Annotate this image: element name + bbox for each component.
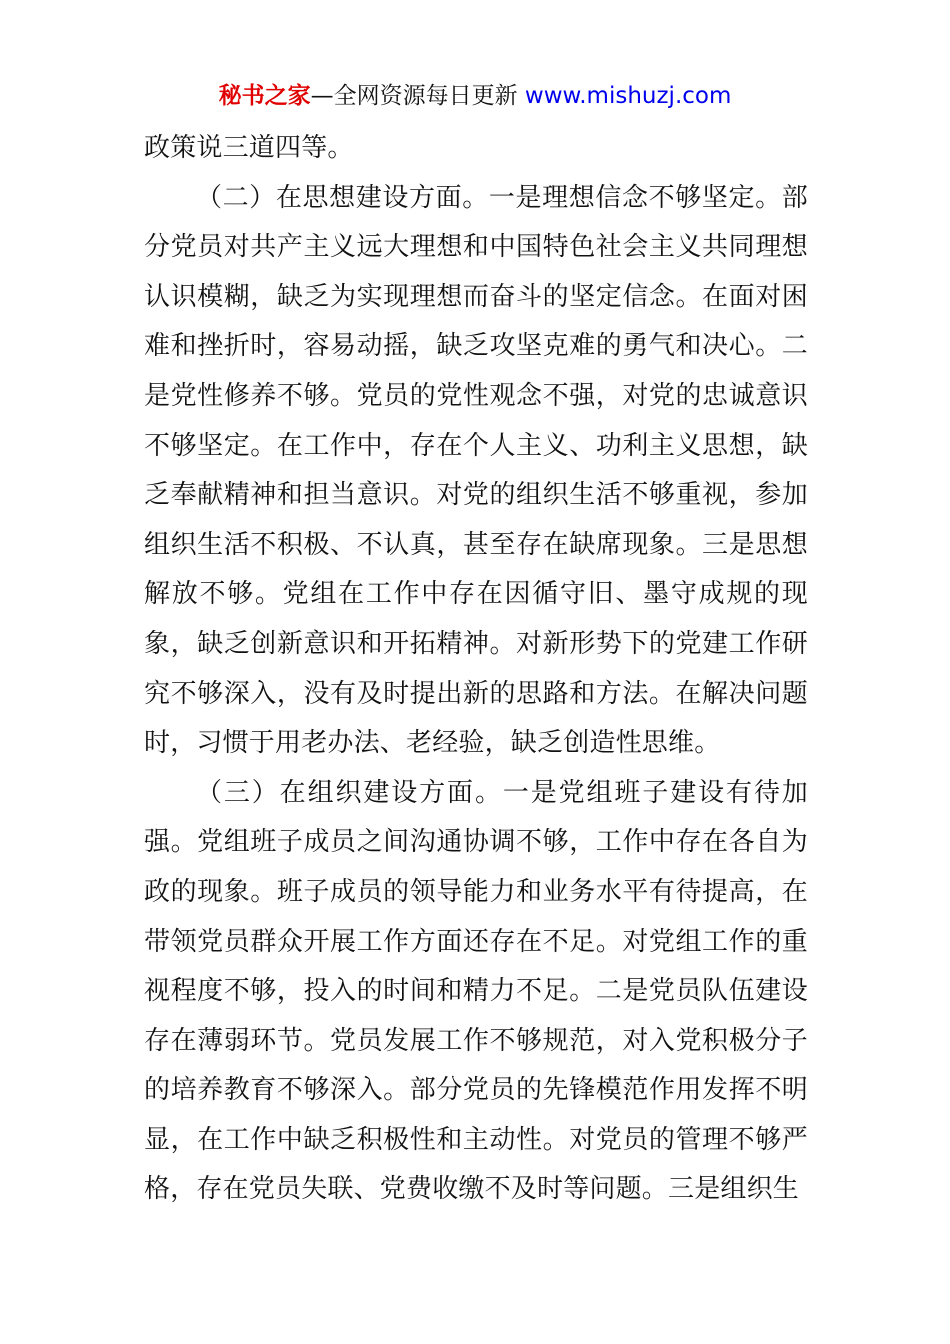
paragraph-ideological-building: （二）在思想建设方面。一是理想信念不够坚定。部分党员对共产主义远大理想和中国特色社会主义共同理想认识模糊，缺乏为实现理想而奋斗的坚定信念。在面对困难和挫折时，容易动摇，缺乏攻坚克难的勇气和决心。二是党性修养不够。党员的党性观念不强，对党的忠诚意识不够坚定。在工作中，存在个人主义、功利主义思想，缺乏奉献精神和担当意识。对党的组织生活不够重视，参加组织生活不积极、不认真，甚至存在缺席现象。三是思想解放不够。党组在工作中存在因循守旧、墨守成规的现象，缺乏创新意识和开拓精神。对新形势下的党建工作研究不够深入，没有及时提出新的思路和方法。在解决问题时，习惯于用老办法、老经验，缺乏创造性思维。 bbox=[144, 182, 808, 759]
header-tagline: —全网资源每日更新 bbox=[310, 83, 525, 109]
document-body bbox=[144, 124, 808, 1215]
paragraph-continuation: 政策说三道四等。 bbox=[144, 133, 354, 163]
site-url[interactable]: www.mishuzj.com bbox=[524, 83, 732, 109]
site-header bbox=[0, 80, 950, 112]
paragraph-organizational-building: （三）在组织建设方面。一是党组班子建设有待加强。党组班子成员之间沟通协调不够，工作中存在各自为政的现象。班子成员的领导能力和业务水平有待提高，在带领党员群众开展工作方面还存在不足。对党组工作的重视程度不够，投入的时间和精力不足。二是党员队伍建设存在薄弱环节。党员发展工作不够规范，对入党积极分子的培养教育不够深入。部分党员的先锋模范作用发挥不明显，在工作中缺乏积极性和主动性。对党员的管理不够严格，存在党员失联、党费收缴不及时等问题。三是组织生 bbox=[144, 777, 808, 1205]
brand-name: 秘书之家 bbox=[218, 83, 311, 109]
